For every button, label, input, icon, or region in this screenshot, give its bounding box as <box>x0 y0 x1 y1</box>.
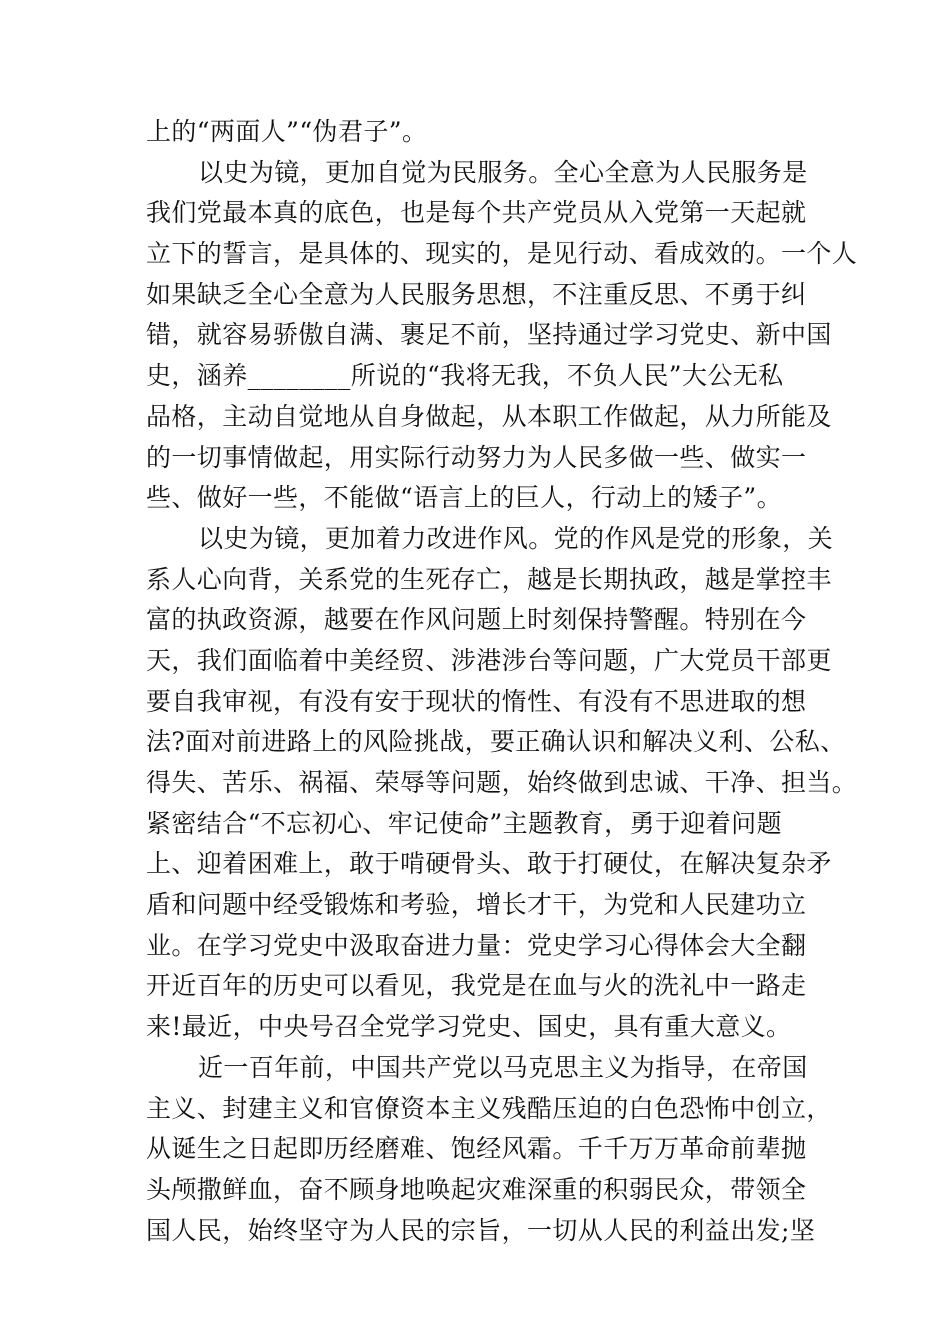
text-line: 盾和问题中经受锻炼和考验，增长才干，为党和人民建功立 <box>146 890 807 920</box>
text-line: 天，我们面临着中美经贸、涉港涉台等问题，广大党员干部更 <box>146 645 832 675</box>
text-line: 上、迎着困难上，敢于啃硬骨头、敢于打硬仗，在解决复杂矛 <box>146 849 832 879</box>
text-line: 要自我审视，有没有安于现状的惰性、有没有不思进取的想 <box>146 686 807 716</box>
text-line: 些、做好一些，不能做“语言上的巨人，行动上的矮子”。 <box>146 483 782 513</box>
paragraph-first-line: 近一百年前，中国共产党以马克思主义为指导，在帝国 <box>198 1052 808 1082</box>
text-line: 业。在学习党史中汲取奋进力量：党史学习心得体会大全翻 <box>146 930 807 960</box>
text-line: 立下的誓言，是具体的、现实的，是见行动、看成效的。一个人 <box>146 239 858 269</box>
text-line: 主义、封建主义和官僚资本主义残酷压迫的白色恐怖中创立， <box>146 1093 832 1123</box>
text-line: 的一切事情做起，用实际行动努力为人民多做一些、做实一 <box>146 442 807 472</box>
text-line: 国人民，始终坚守为人民的宗旨，一切从人民的利益出发;坚 <box>146 1215 816 1245</box>
text-line: 我们党最本真的底色，也是每个共产党员从入党第一天起就 <box>146 198 807 228</box>
text-line: 法?面对前进路上的风险挑战，要正确认识和解决义利、公私、 <box>146 727 846 757</box>
text-line: 品格，主动自觉地从自身做起，从本职工作做起，从力所能及 <box>146 401 832 431</box>
body-text <box>146 112 858 1251</box>
text-line: 系人心向背，关系党的生死存亡，越是长期执政，越是掌控丰 <box>146 564 832 594</box>
paragraph-first-line: 以史为镜，更加自觉为民服务。全心全意为人民服务是 <box>198 157 808 187</box>
text-line: 富的执政资源，越要在作风问题上时刻保持警醒。特别在今 <box>146 605 807 635</box>
text-line: 开近百年的历史可以看见，我党是在血与火的洗礼中一路走 <box>146 971 807 1001</box>
paragraph-first-line: 以史为镜，更加着力改进作风。党的作风是党的形象，关 <box>198 523 834 553</box>
text-line: 上的“两面人”“伪君子”。 <box>146 117 428 146</box>
text-line: 紧密结合“不忘初心、牢记使命”主题教育，勇于迎着问题 <box>146 808 782 838</box>
text-line: 如果缺乏全心全意为人民服务思想，不注重反思、不勇于纠 <box>146 279 807 309</box>
text-line: 得失、苦乐、祸福、荣辱等问题，始终做到忠诚、干净、担当。 <box>146 768 858 797</box>
text-line: 错，就容易骄傲自满、裹足不前，坚持通过学习党史、新中国 <box>146 320 832 350</box>
text-line: 来!最近，中央号召全党学习党史、国史，具有重大意义。 <box>146 1012 792 1042</box>
text-line: 史，涵养________所说的“我将无我，不负人民”大公无私 <box>146 361 784 391</box>
text-line: 从诞生之日起即历经磨难、饱经风霜。千千万万革命前辈抛 <box>146 1134 807 1164</box>
text-line: 头颅撒鲜血，奋不顾身地唤起灾难深重的积弱民众，带领全 <box>146 1174 807 1204</box>
